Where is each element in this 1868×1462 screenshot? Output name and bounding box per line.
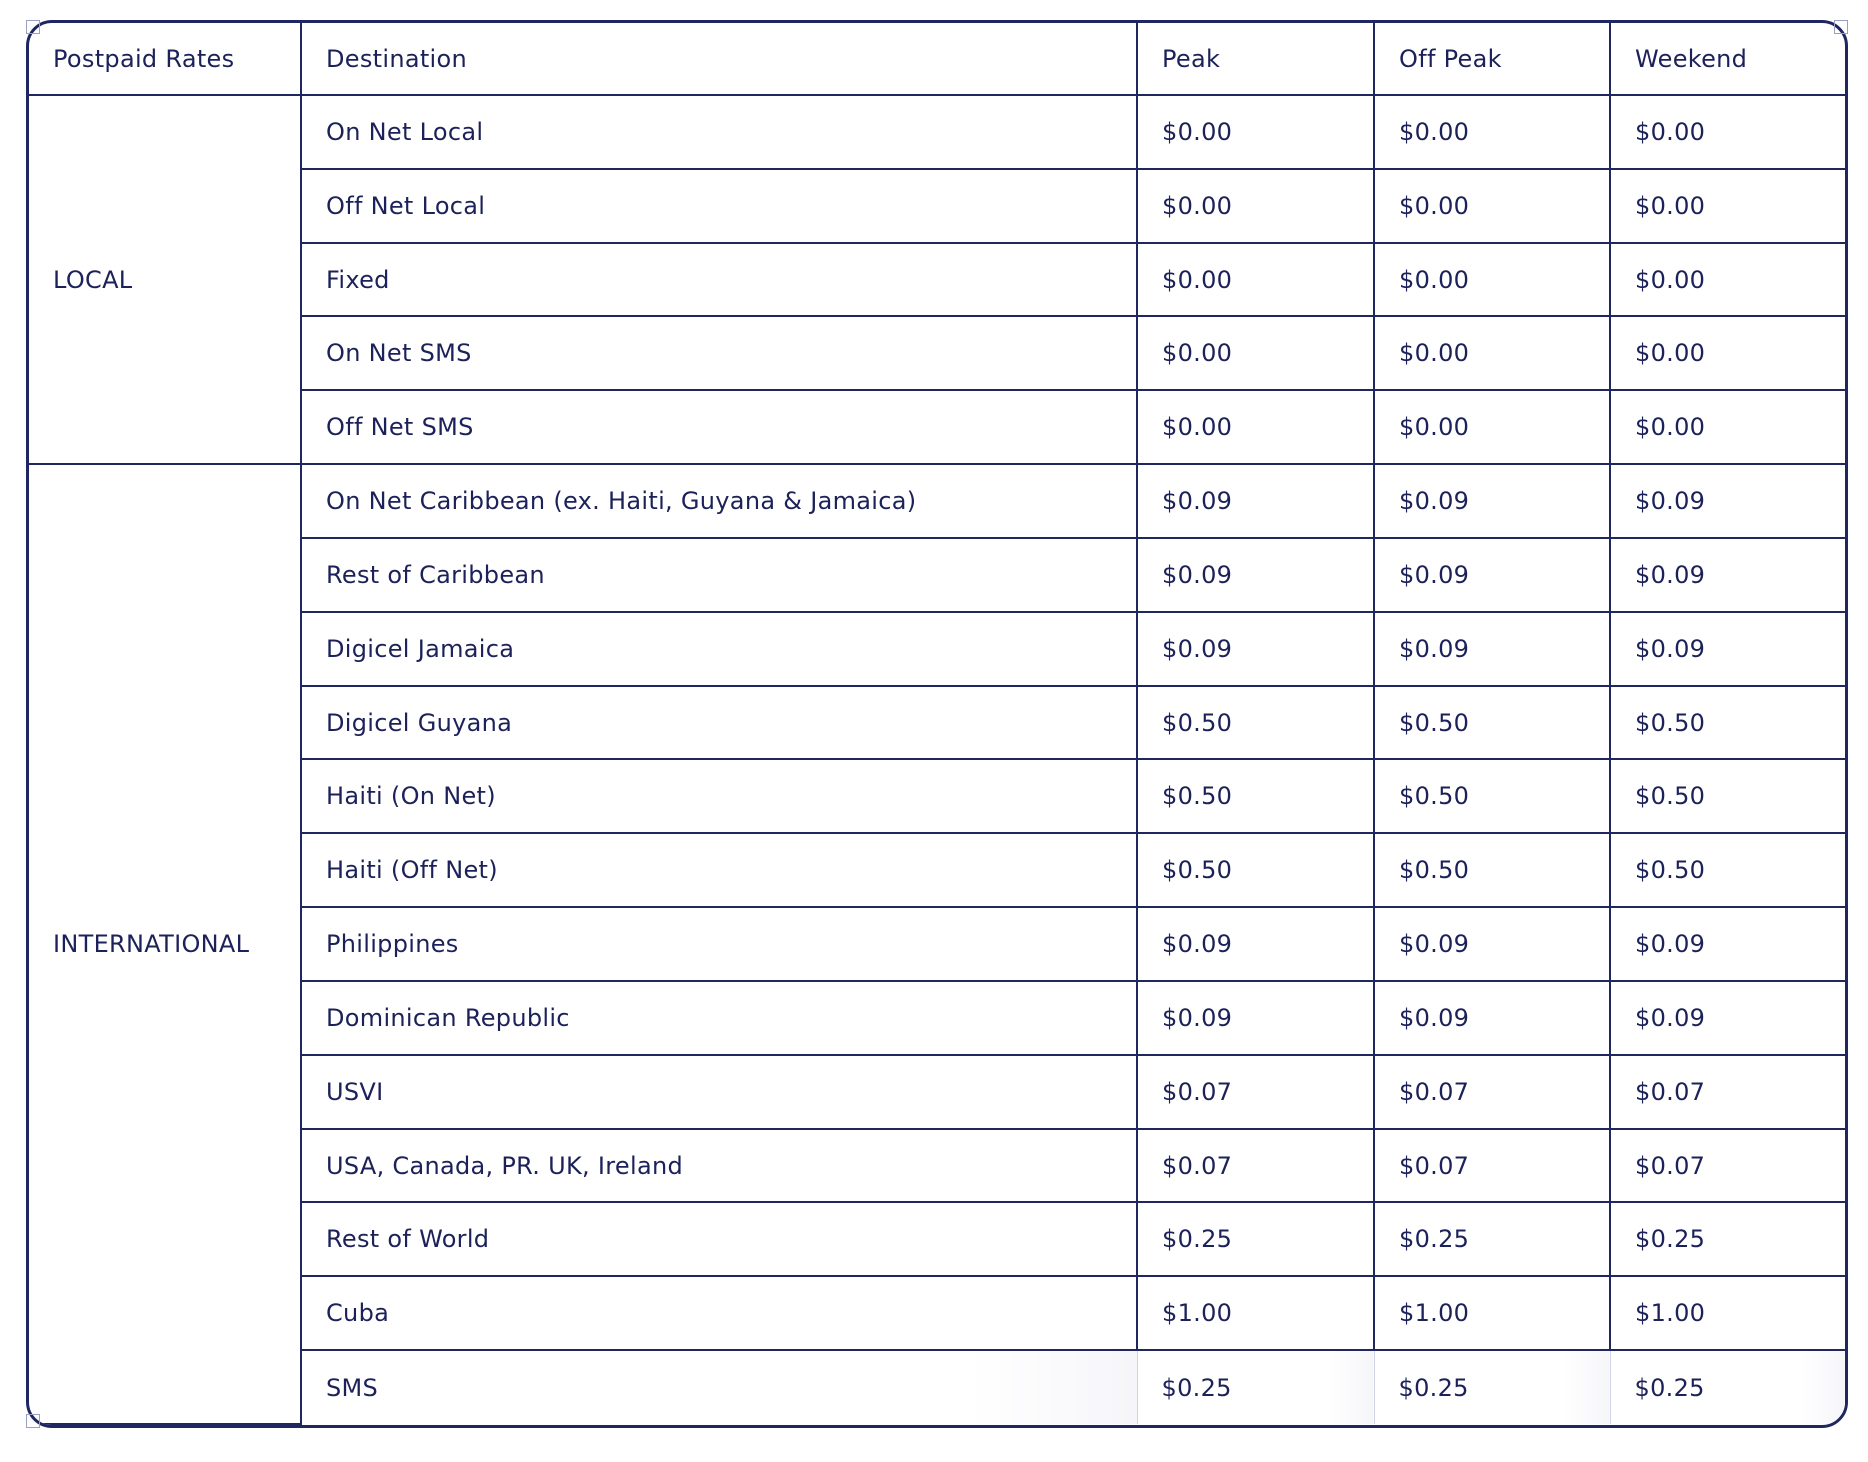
- peak-cell: $1.00: [1137, 1276, 1374, 1350]
- peak-cell: $0.09: [1137, 907, 1374, 981]
- off-peak-cell: $0.09: [1374, 907, 1610, 981]
- peak-cell: $0.07: [1137, 1129, 1374, 1203]
- destination-cell: USVI: [301, 1055, 1137, 1129]
- destination-cell: Haiti (On Net): [301, 759, 1137, 833]
- weekend-cell: $0.50: [1610, 686, 1845, 760]
- table-row: [29, 538, 1845, 612]
- destination-cell: On Net Caribbean (ex. Haiti, Guyana & Jamaica): [301, 464, 1137, 538]
- peak-cell: $0.09: [1137, 464, 1374, 538]
- table-row: [29, 1129, 1845, 1203]
- peak-cell: $0.00: [1137, 243, 1374, 317]
- destination-cell: On Net Local: [301, 95, 1137, 169]
- table-row: [29, 612, 1845, 686]
- table-row: [29, 243, 1845, 317]
- peak-cell: $0.50: [1137, 759, 1374, 833]
- table-row: [29, 1350, 1845, 1424]
- destination-cell: Rest of Caribbean: [301, 538, 1137, 612]
- header-postpaid-rates: Postpaid Rates: [29, 23, 301, 95]
- peak-cell: $0.00: [1137, 390, 1374, 464]
- weekend-cell: $0.25: [1610, 1350, 1845, 1424]
- weekend-cell: $0.07: [1610, 1129, 1845, 1203]
- destination-cell: Digicel Jamaica: [301, 612, 1137, 686]
- off-peak-cell: $0.25: [1374, 1202, 1610, 1276]
- selection-corner-mark: [1834, 20, 1848, 34]
- off-peak-cell: $0.09: [1374, 612, 1610, 686]
- table-row: [29, 686, 1845, 760]
- off-peak-cell: $0.50: [1374, 686, 1610, 760]
- off-peak-cell: $0.50: [1374, 833, 1610, 907]
- peak-cell: $0.09: [1137, 612, 1374, 686]
- weekend-cell: $0.00: [1610, 95, 1845, 169]
- weekend-cell: $0.09: [1610, 981, 1845, 1055]
- off-peak-cell: $0.07: [1374, 1129, 1610, 1203]
- peak-cell: $0.25: [1137, 1350, 1374, 1424]
- weekend-cell: $0.07: [1610, 1055, 1845, 1129]
- peak-cell: $0.50: [1137, 686, 1374, 760]
- table-row: [29, 1055, 1845, 1129]
- table-row: [29, 464, 1845, 538]
- destination-cell: Fixed: [301, 243, 1137, 317]
- header-peak: Peak: [1137, 23, 1374, 95]
- off-peak-cell: $0.00: [1374, 316, 1610, 390]
- off-peak-cell: $0.25: [1374, 1350, 1610, 1424]
- destination-cell: USA, Canada, PR. UK, Ireland: [301, 1129, 1137, 1203]
- off-peak-cell: $0.09: [1374, 464, 1610, 538]
- weekend-cell: $0.00: [1610, 316, 1845, 390]
- rates-table: [29, 23, 1845, 1425]
- header-destination: Destination: [301, 23, 1137, 95]
- weekend-cell: $0.09: [1610, 907, 1845, 981]
- off-peak-cell: $0.09: [1374, 981, 1610, 1055]
- weekend-cell: $0.50: [1610, 833, 1845, 907]
- weekend-cell: $0.09: [1610, 538, 1845, 612]
- off-peak-cell: $0.00: [1374, 169, 1610, 243]
- off-peak-cell: $1.00: [1374, 1276, 1610, 1350]
- header-weekend: Weekend: [1610, 23, 1845, 95]
- off-peak-cell: $0.00: [1374, 390, 1610, 464]
- table-row: [29, 1202, 1845, 1276]
- table-row: [29, 95, 1845, 169]
- group-international: INTERNATIONAL: [29, 464, 301, 1424]
- selection-corner-mark: [26, 1414, 40, 1428]
- table-row: [29, 390, 1845, 464]
- peak-cell: $0.50: [1137, 833, 1374, 907]
- off-peak-cell: $0.09: [1374, 538, 1610, 612]
- weekend-cell: $0.00: [1610, 390, 1845, 464]
- destination-cell: On Net SMS: [301, 316, 1137, 390]
- destination-cell: Off Net Local: [301, 169, 1137, 243]
- table-row: [29, 981, 1845, 1055]
- peak-cell: $0.09: [1137, 538, 1374, 612]
- off-peak-cell: $0.00: [1374, 95, 1610, 169]
- peak-cell: $0.00: [1137, 316, 1374, 390]
- header-off-peak: Off Peak: [1374, 23, 1610, 95]
- destination-cell: Off Net SMS: [301, 390, 1137, 464]
- table-row: [29, 1276, 1845, 1350]
- off-peak-cell: $0.07: [1374, 1055, 1610, 1129]
- weekend-cell: $1.00: [1610, 1276, 1845, 1350]
- weekend-cell: $0.00: [1610, 169, 1845, 243]
- weekend-cell: $0.00: [1610, 243, 1845, 317]
- peak-cell: $0.00: [1137, 169, 1374, 243]
- table-row: [29, 759, 1845, 833]
- weekend-cell: $0.25: [1610, 1202, 1845, 1276]
- table-row: [29, 316, 1845, 390]
- peak-cell: $0.00: [1137, 95, 1374, 169]
- off-peak-cell: $0.00: [1374, 243, 1610, 317]
- table-row: [29, 169, 1845, 243]
- destination-cell: Digicel Guyana: [301, 686, 1137, 760]
- destination-cell: SMS: [301, 1350, 1137, 1424]
- peak-cell: $0.07: [1137, 1055, 1374, 1129]
- destination-cell: Philippines: [301, 907, 1137, 981]
- group-local: LOCAL: [29, 95, 301, 464]
- destination-cell: Rest of World: [301, 1202, 1137, 1276]
- postpaid-rates-table: [26, 20, 1848, 1428]
- destination-cell: Dominican Republic: [301, 981, 1137, 1055]
- weekend-cell: $0.09: [1610, 612, 1845, 686]
- header-row: [29, 23, 1845, 95]
- selection-corner-mark: [26, 20, 40, 34]
- weekend-cell: $0.09: [1610, 464, 1845, 538]
- weekend-cell: $0.50: [1610, 759, 1845, 833]
- table-row: [29, 833, 1845, 907]
- off-peak-cell: $0.50: [1374, 759, 1610, 833]
- destination-cell: Haiti (Off Net): [301, 833, 1137, 907]
- peak-cell: $0.25: [1137, 1202, 1374, 1276]
- peak-cell: $0.09: [1137, 981, 1374, 1055]
- destination-cell: Cuba: [301, 1276, 1137, 1350]
- table-row: [29, 907, 1845, 981]
